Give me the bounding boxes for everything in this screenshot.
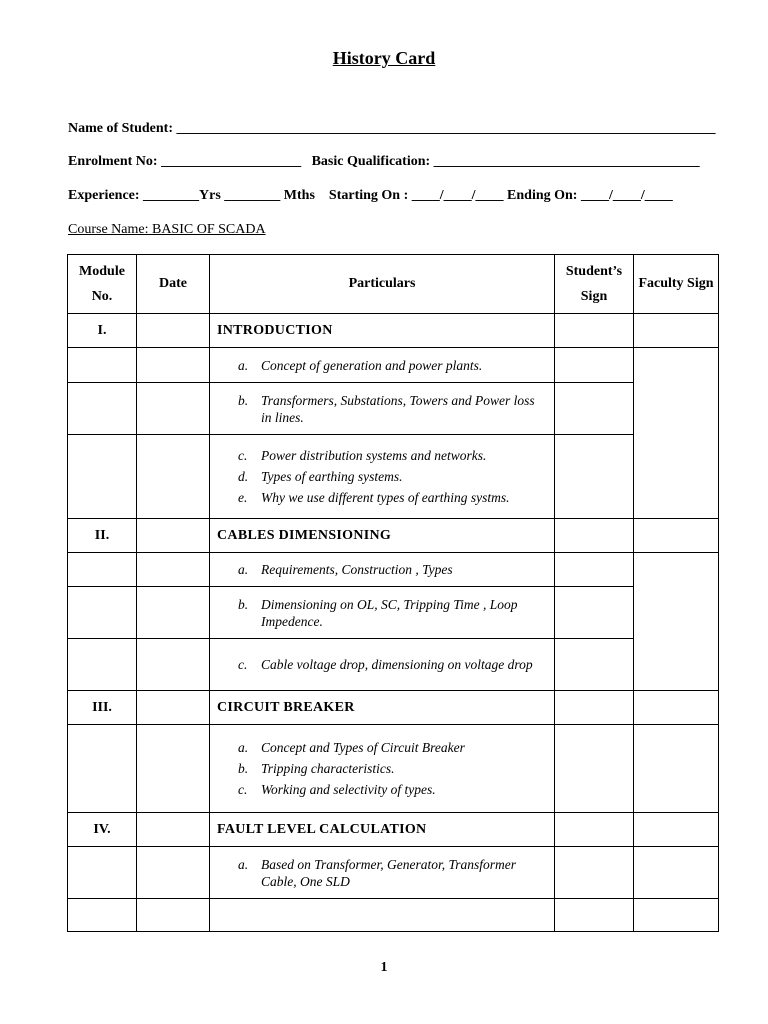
student-sign-cell — [555, 725, 634, 813]
student-name-field: Name of Student: _____________________________________________________________________________ — [68, 121, 716, 136]
faculty-sign-cell — [634, 553, 719, 691]
experience-dates-field: Experience: ________Yrs ________ Mths Starting On : ____/____/____ Ending On: ____/____/____ — [68, 188, 673, 203]
topic-item — [210, 739, 554, 756]
student-sign-cell — [555, 553, 634, 587]
topic-row — [68, 587, 719, 639]
faculty-sign-cell — [634, 813, 719, 847]
topic-text: Working and selectivity of types. — [261, 782, 436, 797]
topic-letter: b. — [238, 392, 249, 408]
date-cell — [137, 725, 210, 813]
header-faculty-sign: Faculty Sign — [634, 255, 719, 314]
topic-letter: c. — [238, 657, 248, 672]
header-student-sign: Student’s Sign — [555, 255, 634, 314]
topic-letter: a. — [238, 856, 249, 872]
topic-row — [68, 847, 719, 899]
topic-item — [210, 447, 554, 464]
module-title: INTRODUCTION — [210, 314, 555, 348]
topic-row — [68, 383, 719, 435]
page-number: 1 — [380, 960, 388, 975]
student-sign-cell — [555, 435, 634, 519]
student-sign-cell — [555, 314, 634, 348]
topic-letter: a. — [238, 740, 249, 755]
table-header-row — [68, 255, 719, 314]
date-cell — [137, 519, 210, 553]
student-sign-cell — [555, 691, 634, 725]
topic-letter: b. — [238, 761, 249, 776]
topic-text: Dimensioning on OL, SC, Tripping Time , Loop Impedence. — [261, 596, 518, 629]
topic-text: Cable voltage drop, dimensioning on voltage drop — [261, 657, 533, 672]
particulars-cell — [210, 725, 555, 813]
enrolment-qualification-field: Enrolment No: ____________________ Basic Qualification: ______________________________________ — [68, 154, 700, 169]
module-number-cell — [68, 725, 137, 813]
module-row — [68, 519, 719, 553]
faculty-sign-cell — [634, 725, 719, 813]
topic-item — [210, 561, 554, 578]
topic-letter: a. — [238, 562, 249, 577]
module-number-cell — [68, 639, 137, 691]
particulars-cell — [210, 899, 555, 932]
module-title: CIRCUIT BREAKER — [210, 691, 555, 725]
faculty-sign-cell — [634, 348, 719, 519]
module-number: I. — [68, 314, 137, 348]
topic-item — [210, 781, 554, 798]
particulars-cell — [210, 553, 555, 587]
faculty-sign-cell — [634, 519, 719, 553]
topic-letter: c. — [238, 448, 248, 463]
topic-text: Transformers, Substations, Towers and Power loss in lines. — [261, 392, 535, 425]
module-title: FAULT LEVEL CALCULATION — [210, 813, 555, 847]
topic-text: Tripping characteristics. — [261, 761, 395, 776]
date-cell — [137, 847, 210, 899]
topic-row — [68, 553, 719, 587]
header-module-no: Module No. — [68, 255, 137, 314]
module-title: CABLES DIMENSIONING — [210, 519, 555, 553]
particulars-cell — [210, 348, 555, 383]
topic-row — [68, 348, 719, 383]
topic-row — [68, 725, 719, 813]
module-number-cell — [68, 383, 137, 435]
date-cell — [137, 348, 210, 383]
topic-row — [68, 639, 719, 691]
topic-item — [210, 760, 554, 777]
module-row — [68, 314, 719, 348]
student-sign-cell — [555, 348, 634, 383]
topic-letter: d. — [238, 469, 249, 484]
course-name: Course Name: BASIC OF SCADA — [68, 222, 266, 237]
date-cell — [137, 899, 210, 932]
topic-letter: e. — [238, 490, 248, 505]
history-table — [67, 254, 719, 932]
module-number-cell — [68, 348, 137, 383]
student-sign-cell — [555, 639, 634, 691]
topic-text: Power distribution systems and networks. — [261, 448, 487, 463]
student-sign-cell — [555, 383, 634, 435]
date-cell — [137, 383, 210, 435]
date-cell — [137, 813, 210, 847]
topic-text: Types of earthing systems. — [261, 469, 403, 484]
topic-item — [210, 596, 554, 630]
topic-row — [68, 435, 719, 519]
student-sign-cell — [555, 813, 634, 847]
header-particulars: Particulars — [210, 255, 555, 314]
topic-text: Requirements, Construction , Types — [261, 562, 453, 577]
faculty-sign-cell — [634, 899, 719, 932]
topic-item — [210, 357, 554, 374]
topic-item — [210, 856, 554, 890]
particulars-cell — [210, 639, 555, 691]
page-title: History Card — [332, 48, 436, 68]
date-cell — [137, 553, 210, 587]
module-number: IV. — [68, 813, 137, 847]
particulars-cell — [210, 383, 555, 435]
topic-item — [210, 392, 554, 426]
module-number-cell — [68, 847, 137, 899]
faculty-sign-cell — [634, 314, 719, 348]
particulars-cell — [210, 587, 555, 639]
topic-text: Concept of generation and power plants. — [261, 357, 483, 373]
student-sign-cell — [555, 847, 634, 899]
topic-item — [210, 468, 554, 485]
topic-text: Concept and Types of Circuit Breaker — [261, 740, 465, 755]
module-number: III. — [68, 691, 137, 725]
date-cell — [137, 435, 210, 519]
faculty-sign-cell — [634, 847, 719, 899]
topic-letter: a. — [238, 357, 249, 373]
topic-text: Why we use different types of earthing systms. — [261, 490, 510, 505]
faculty-sign-cell — [634, 691, 719, 725]
header-date: Date — [137, 255, 210, 314]
module-number-cell — [68, 899, 137, 932]
empty-row — [68, 899, 719, 932]
module-row — [68, 813, 719, 847]
module-number-cell — [68, 587, 137, 639]
topic-item — [210, 656, 554, 673]
topic-letter: c. — [238, 782, 248, 797]
module-number: II. — [68, 519, 137, 553]
date-cell — [137, 587, 210, 639]
particulars-cell — [210, 435, 555, 519]
particulars-cell — [210, 847, 555, 899]
student-sign-cell — [555, 899, 634, 932]
date-cell — [137, 314, 210, 348]
topic-letter: b. — [238, 596, 249, 612]
student-sign-cell — [555, 587, 634, 639]
module-row — [68, 691, 719, 725]
date-cell — [137, 691, 210, 725]
student-sign-cell — [555, 519, 634, 553]
topic-text: Based on Transformer, Generator, Transformer Cable, One SLD — [261, 856, 517, 889]
module-number-cell — [68, 435, 137, 519]
topic-item — [210, 489, 554, 506]
date-cell — [137, 639, 210, 691]
module-number-cell — [68, 553, 137, 587]
